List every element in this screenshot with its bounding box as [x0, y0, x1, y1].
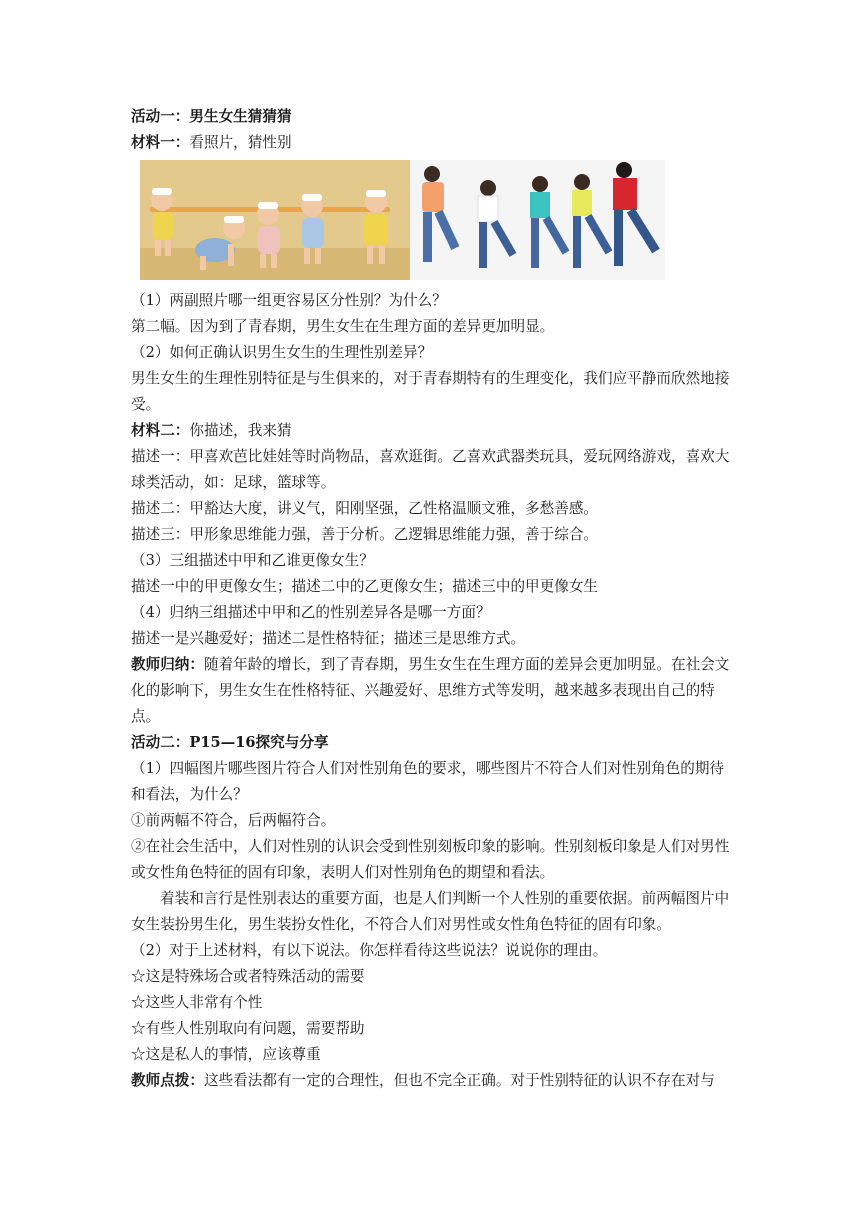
description-3: 描述三：甲形象思维能力强，善于分析。乙逻辑思维能力强，善于综合。	[131, 526, 599, 543]
material1-label: 材料一：	[131, 134, 190, 151]
opinion-item: ☆这是特殊场合或者特殊活动的需要	[131, 968, 365, 985]
teacher-summary-label: 教师归纳：	[131, 656, 204, 673]
a2-question-1: （1）四幅图片哪些图片符合人们对性别角色的要求，哪些图片不符合人们对性别角色的期待和看法，为什么？	[131, 760, 725, 803]
a2-question-2: （2）对于上述材料，有以下说法。你怎样看待这些说法？说说你的理由。	[131, 942, 608, 959]
a2-answer-1-3: 着装和言行是性别表达的重要方面，也是人们判断一个人性别的重要依据。前两幅图片中女生装扮男生化，男生装扮女性化，不符合人们对男性或女性角色特征的固有印象。	[131, 890, 730, 933]
a1-question-2: （2）如何正确认识男生女生的生理性别差异？	[131, 344, 433, 361]
a1-answer-4: 描述一是兴趣爱好；描述二是性格特征；描述三是思维方式。	[131, 630, 526, 647]
a1-answer-1: 第二幅。因为到了青春期，男生女生在生理方面的差异更加明显。	[131, 318, 555, 335]
teacher-tip-text: 这些看法都有一定的合理性，但也不完全正确。对于性别特征的认识不存在对与	[203, 1072, 715, 1089]
a1-question-4: （4）归纳三组描述中甲和乙的性别差异各是哪一方面？	[131, 604, 491, 621]
teacher-tip-label: 教师点拨：	[131, 1072, 204, 1089]
material1-line	[131, 130, 737, 156]
description-1: 描述一：甲喜欢芭比娃娃等时尚物品，喜欢逛街。乙喜欢武器类玩具，爱玩网络游戏，喜欢大球类活动，如：足球，篮球等。	[131, 448, 730, 491]
material2-label: 材料二：	[131, 422, 190, 439]
a1-question-3: （3）三组描述中甲和乙谁更像女生？	[131, 552, 374, 569]
document-page	[131, 104, 737, 1094]
photo-strip	[140, 160, 665, 282]
a1-question-1: （1）两副照片哪一组更容易区分性别？为什么？	[131, 292, 447, 309]
teens-illustration	[410, 160, 665, 280]
babies-illustration	[140, 160, 410, 280]
opinion-item: ☆这些人非常有个性	[131, 994, 263, 1011]
teacher-tip	[131, 1068, 737, 1094]
activity1-title: 活动一：男生女生猜猜猜	[131, 108, 292, 125]
material2-line	[131, 418, 737, 444]
a1-answer-3: 描述一中的甲更像女生；描述二中的乙更像女生；描述三中的甲更像女生	[131, 578, 599, 595]
opinion-item: ☆这是私人的事情，应该尊重	[131, 1046, 321, 1063]
activity2-title: 活动二：P15—16探究与分享	[131, 734, 329, 751]
babies-photo	[140, 160, 410, 280]
a2-answer-1-2: ②在社会生活中，人们对性别的认识会受到性别刻板印象的影响。性别刻板印象是人们对男性或女性角色特征的固有印象，表明人们对性别角色的期望和看法。	[131, 838, 730, 881]
material2-text: 你描述，我来猜	[189, 422, 292, 439]
a2-answer-1-1: ①前两幅不符合，后两幅符合。	[131, 812, 336, 829]
teacher-summary	[131, 652, 737, 730]
opinion-item: ☆有些人性别取向有问题，需要帮助	[131, 1020, 365, 1037]
description-2: 描述二：甲豁达大度，讲义气，阳刚坚强，乙性格温顺文雅，多愁善感。	[131, 500, 599, 517]
material1-text: 看照片，猜性别	[189, 134, 292, 151]
teens-photo	[410, 160, 665, 280]
a1-answer-2: 男生女生的生理性别特征是与生俱来的，对于青春期特有的生理变化，我们应平静而欣然地接受。	[131, 370, 730, 413]
teacher-summary-text: 随着年龄的增长，到了青春期，男生女生在生理方面的差异会更加明显。在社会文化的影响下，男生女生在性格特征、兴趣爱好、思维方式等发明，越来越多表现出自己的特点。	[131, 656, 730, 725]
